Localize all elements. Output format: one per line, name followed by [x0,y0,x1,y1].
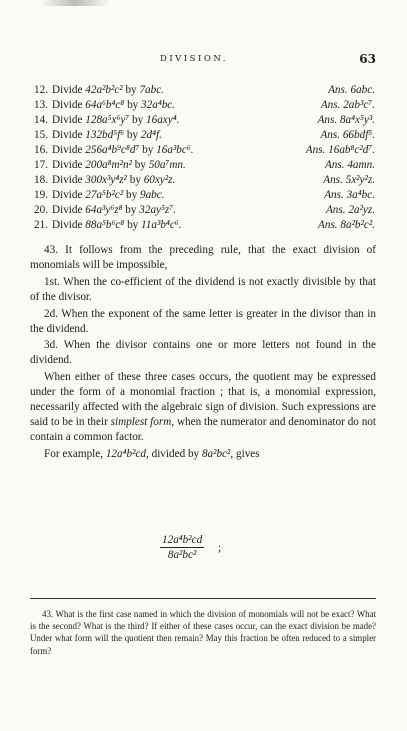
exercise-row [30,144,375,159]
fraction-bar [160,547,204,548]
exercise-question [52,129,162,141]
answer-value: 66bdf⁵. [342,129,375,141]
dividend: 88a⁵b⁶c⁸ [85,219,125,231]
divisor: 9abc. [139,189,165,201]
answer-label: Ans. [320,99,341,111]
by-word: by [134,159,146,171]
exercise-answer [318,219,375,231]
exercise-row [30,189,375,204]
paragraph-fraction-form [30,370,376,445]
answer-value: 8a⁴x⁵y³. [339,114,375,126]
paragraph-second-case: 2d. When the exponent of the same letter is greater in the divisor than in the dividend. [30,307,376,335]
exercise-answer [318,114,375,126]
divisor: 11a³b⁴c⁶. [141,219,182,231]
by-word: by [132,114,144,126]
exercise-question [52,84,164,96]
divide-word: Divide [52,129,83,141]
fraction-denominator: 8a²bc² [167,549,197,561]
fraction-semicolon: ; [218,542,222,554]
dividend: 64a⁶b⁴c⁸ [85,99,125,111]
answer-label: Ans. [324,159,345,171]
body-text [30,243,376,462]
answer-label: Ans. [305,144,326,156]
by-word: by [126,129,139,141]
exercise-number: 16. [34,144,48,156]
footnote-divider [30,598,376,599]
exercise-number: 18. [34,174,48,186]
divisor: 16axy⁴. [146,114,180,126]
exercise-question [52,189,165,201]
dividend: 300x³y⁴z² [85,174,127,186]
exercise-answer [324,189,375,201]
by-word: by [125,84,137,96]
exercise-answer [320,129,375,141]
exercise-number: 13. [34,99,48,111]
exercise-number: 21. [34,219,48,231]
answer-value: 2ab³c⁷. [343,99,375,111]
exercise-answer [323,174,375,186]
dividend: 256a⁴b⁹c⁸d⁷ [85,144,140,156]
exercise-question [52,99,175,111]
by-word: by [126,189,138,201]
exercise-row [30,204,375,219]
dividend: 128a⁵x⁶y⁷ [85,114,130,126]
example-divisor: 8a²bc², [201,447,234,460]
divide-word: Divide [52,99,83,111]
exercise-number: 20. [34,204,48,216]
dividend: 200a⁸m²n² [85,159,132,171]
by-word: by [127,219,139,231]
exercise-answer [306,144,375,156]
divisor: 50a⁷mn. [148,159,186,171]
exercise-question [52,114,179,126]
exercise-number: 19. [34,189,48,201]
paragraph-third-case: 3d. When the divisor contains one or more letters not found in the dividend. [30,339,376,367]
answer-value: 16ab⁸c²d⁷. [328,144,375,156]
paragraph-text: For example, [44,447,104,460]
divide-word: Divide [52,159,83,171]
divide-word: Divide [52,144,83,156]
exercise-row [30,99,375,114]
divisor: 16a³bc⁶. [156,144,194,156]
exercise-answer [325,159,375,171]
exercise-row [30,174,375,189]
divide-word: Divide [52,204,83,216]
divisor: 32a⁴bc. [141,99,176,111]
exercise-row [30,219,375,234]
paragraph-text: gives [236,447,260,460]
divisor: 7abc. [139,84,164,96]
running-title: DIVISION. [160,54,228,64]
paragraph-text: when the numerator and denominator do not contain a common factor. [30,415,377,443]
divisor: 32ay⁵z⁷. [139,204,176,216]
exercise-number: 17. [34,159,48,171]
exercise-row [30,114,375,129]
by-word: by [125,204,137,216]
answer-label: Ans. [325,204,346,216]
paragraph-first-case: 1st. When the co-efficient of the dividend is not exactly divisible by that of the divisor. [30,275,376,303]
by-word: by [129,174,141,186]
answer-value: 4amn. [347,159,375,171]
exercise-number: 14. [34,114,48,126]
exercise-answer [326,204,375,216]
paragraph-text: divided by [151,447,200,460]
footnote-text: 43. What is the first case named in which the division of monomials will not be exact? What is the second? What is the third? If either of these cases occur, can the exact division be made? Under what form will the quotient then remain? May this fraction be often reduced to a simpler form? [30,609,376,656]
exercise-row [30,84,375,99]
exercise-question [52,204,176,216]
exercise-row [30,159,375,174]
by-word: by [142,144,154,156]
divide-word: Divide [52,84,83,96]
answer-label: Ans. [324,189,344,201]
divisor: 60xy²z. [143,174,176,186]
dividend: 27a⁵b²c² [85,189,124,201]
exercise-number: 12. [34,84,48,96]
fraction-numerator: 12a⁴b²cd [162,534,203,546]
divide-word: Divide [52,114,83,126]
emphasis-simplest-form: simplest form, [110,415,175,428]
answer-label: Ans. [323,174,343,186]
exercise-question [52,159,186,171]
page-number: 63 [359,52,376,66]
divide-word: Divide [52,189,83,201]
exercise-row [30,129,375,144]
paragraph-text: When either of these three cases occurs, the quotient may be expressed under the form of a monomial fraction ; that is, a monomial expression, necessarily affected with the algebraic sign of division. Such expressions are said to be in their [30,371,376,428]
page-header [0,52,407,68]
exercise-answer [328,84,375,96]
exercise-question [52,174,175,186]
paragraph-43: 43. It follows from the preceding rule, that the exact division of monomials will be impossible, [30,244,376,271]
answer-value: 3a⁴bc. [346,189,375,201]
paragraph-example [30,447,376,462]
exercise-answer [321,99,375,111]
answer-value: 2a²yz. [348,204,375,216]
answer-value: 6abc. [350,84,375,96]
divisor: 2d⁴f. [140,129,162,141]
answer-label: Ans. [320,129,341,141]
answer-value: 5x²y²z. [345,174,375,186]
footnote-questions [30,608,376,657]
answer-label: Ans. [317,114,338,126]
by-word: by [127,99,139,111]
page-smudge [40,0,110,6]
answer-label: Ans. [328,84,348,96]
dividend: 132bd⁵f⁶ [85,129,125,141]
dividend: 64a³y⁶z⁸ [85,204,123,216]
exercise-number: 15. [34,129,48,141]
exercise-question [52,144,194,156]
dividend: 42a²b²c² [85,84,123,96]
answer-label: Ans. [318,219,338,231]
divide-word: Divide [52,174,83,186]
answer-value: 8a²b²c². [340,219,375,231]
divide-word: Divide [52,219,83,231]
example-dividend: 12a⁴b²cd, [105,447,149,460]
exercise-question [52,219,182,231]
example-fraction [160,534,222,561]
